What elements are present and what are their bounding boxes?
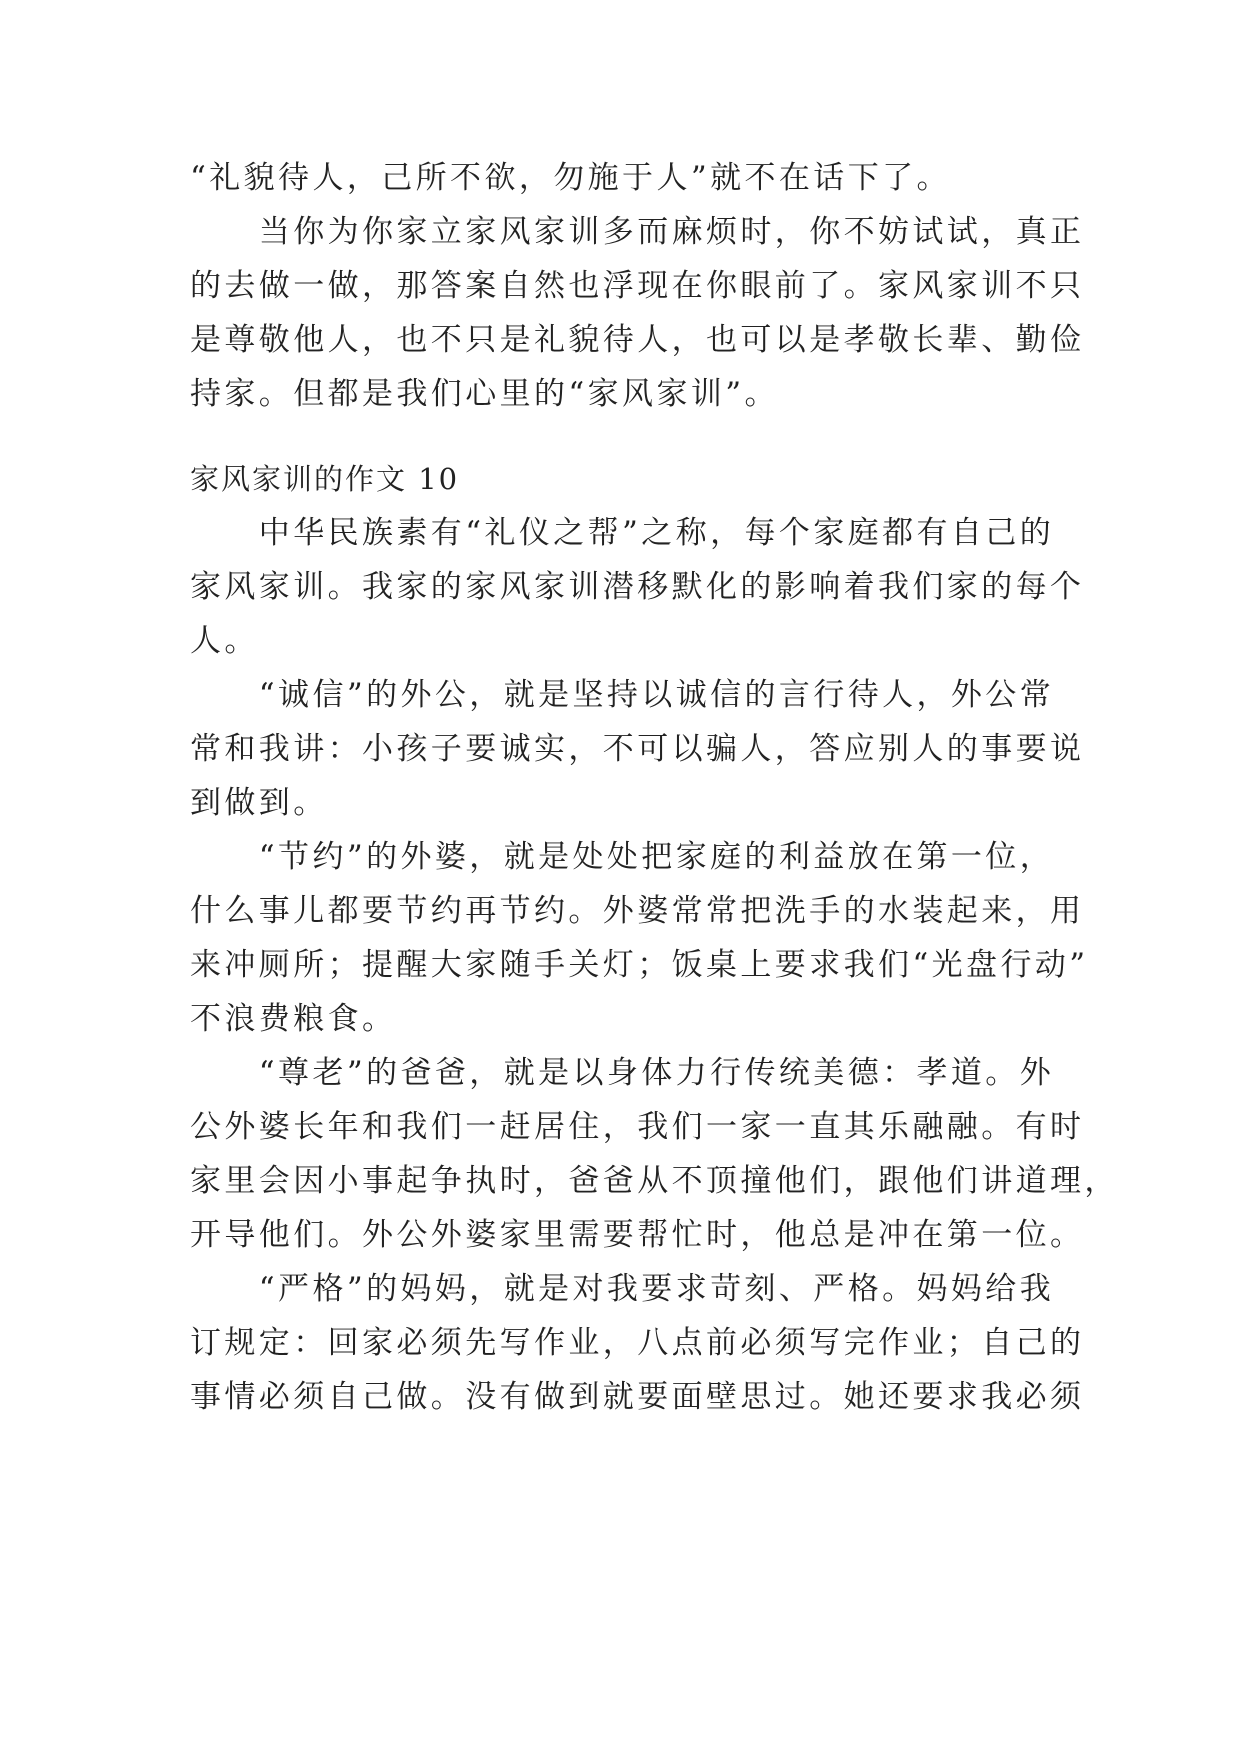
paragraph-line: “严格”的妈妈，就是对我要求苛刻、严格。妈妈给我	[190, 1271, 1055, 1307]
paragraph-line: “节约”的外婆，就是处处把家庭的利益放在第一位，	[190, 839, 1055, 875]
paragraph-line: 家风家训。我家的家风家训潜移默化的影响着我们家的每个	[190, 569, 1085, 605]
paragraph-line: 来冲厕所；提醒大家随手关灯；饭桌上要求我们“光盘行动”	[190, 947, 1089, 983]
paragraph-line: 是尊敬他人，也不只是礼貌待人，也可以是孝敬长辈、勤俭	[190, 322, 1085, 358]
paragraph-line: 当你为你家立家风家训多而麻烦时，你不妨试试，真正	[190, 214, 1085, 250]
paragraph-line: 常和我讲：小孩子要诚实，不可以骗人，答应别人的事要说	[190, 731, 1085, 767]
paragraph-line: 事情必须自己做。没有做到就要面壁思过。她还要求我必须	[190, 1379, 1085, 1415]
paragraph-line: 订规定：回家必须先写作业，八点前必须写完作业；自己的	[190, 1325, 1085, 1361]
paragraph-line: 开导他们。外公外婆家里需要帮忙时，他总是冲在第一位。	[190, 1217, 1085, 1253]
paragraph-line: 公外婆长年和我们一赶居住，我们一家一直其乐融融。有时	[190, 1109, 1085, 1145]
paragraph-line: “礼貌待人，己所不欲，勿施于人”就不在话下了。	[190, 160, 951, 196]
section-heading: 家风家训的作文 10	[190, 462, 460, 496]
paragraph-line: 到做到。	[190, 785, 328, 821]
paragraph-line: 持家。但都是我们心里的“家风家训”。	[190, 376, 779, 412]
paragraph-line: 的去做一做，那答案自然也浮现在你眼前了。家风家训不只	[190, 268, 1085, 304]
paragraph-line: 不浪费粮食。	[190, 1001, 397, 1037]
paragraph-line: “诚信”的外公，就是坚持以诚信的言行待人，外公常	[190, 677, 1055, 713]
paragraph-line: 家里会因小事起争执时，爸爸从不顶撞他们，跟他们讲道理，	[190, 1163, 1119, 1199]
paragraph-line: 中华民族素有“礼仪之帮”之称，每个家庭都有自己的	[190, 515, 1055, 551]
paragraph-line: 什么事儿都要节约再节约。外婆常常把洗手的水装起来，用	[190, 893, 1085, 929]
paragraph-line: “尊老”的爸爸，就是以身体力行传统美德：孝道。外	[190, 1055, 1055, 1091]
paragraph-line: 人。	[190, 623, 259, 659]
